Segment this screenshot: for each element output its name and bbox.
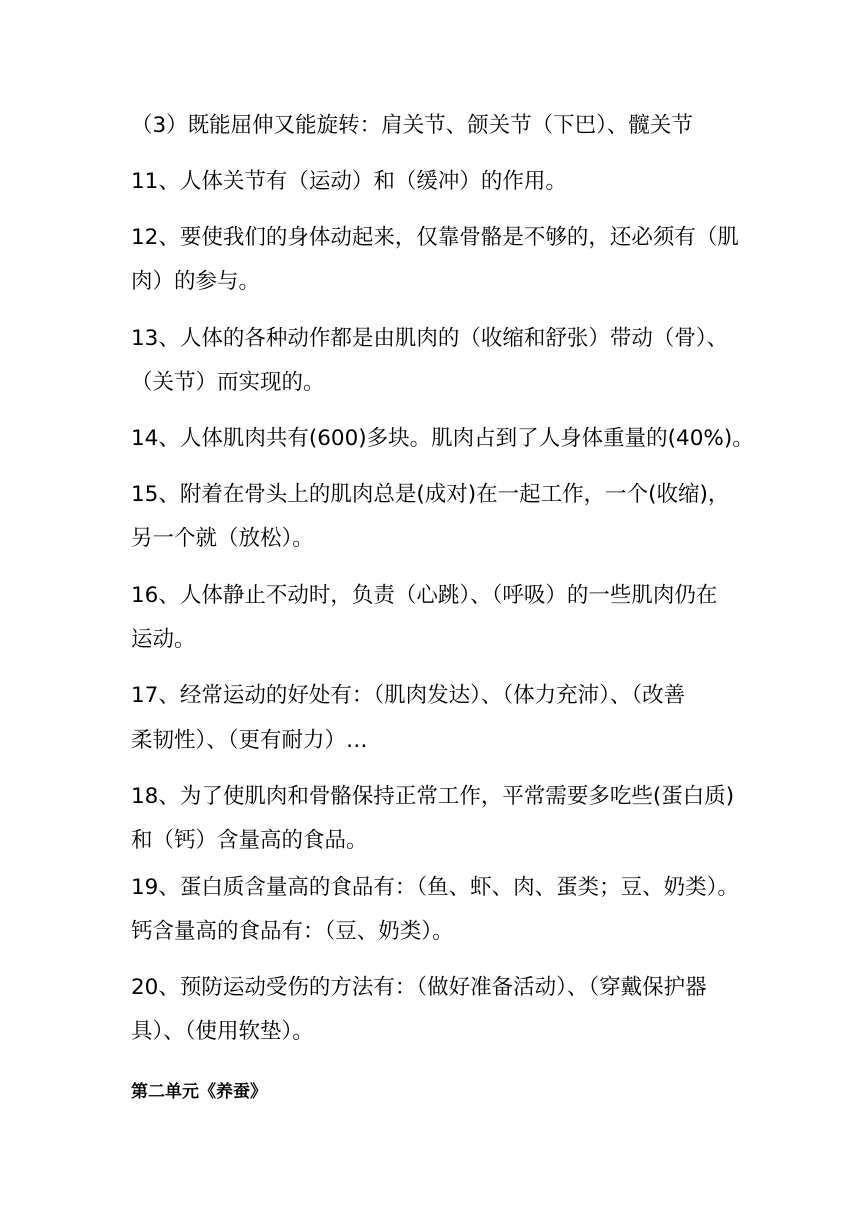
text-line: （关节）而实现的。 [131,370,325,395]
text-line: 20、预防运动受伤的方法有：（做好准备活动）、（穿戴保护器 [131,975,707,1000]
section-heading: 第二单元《养蚕》 [131,1082,267,1102]
text-line: 和（钙）含量高的食品。 [131,828,368,853]
text-line: 运动。 [131,627,196,652]
text-line: 11、人体关节有（运动）和（缓冲）的作用。 [131,169,567,194]
text-line: 13、人体的各种动作都是由肌肉的（收缩和舒张）带动（骨）、 [131,326,729,351]
text-line: 钙含量高的食品有：（豆、奶类）。 [131,919,454,944]
text-line: 18、为了使肌肉和骨骼保持正常工作，平常需要多吃些(蛋白质) [131,784,735,809]
text-line: 15、附着在骨头上的肌肉总是(成对)在一起工作，一个(收缩)， [131,482,730,507]
text-line: 19、蛋白质含量高的食品有：（鱼、虾、肉、蛋类；豆、奶类）。 [131,875,739,900]
text-line: 柔韧性）、（更有耐力）… [131,728,368,753]
text-line: 具）、（使用软垫）。 [131,1019,314,1044]
text-line: 14、人体肌肉共有(600)多块。肌肉占到了人身体重量的(40%)。 [131,426,754,451]
text-line: 17、经常运动的好处有：（肌肉发达）、（体力充沛）、（改善 [131,683,686,708]
text-line: 12、要使我们的身体动起来，仅靠骨骼是不够的，还必须有（肌 [131,225,739,250]
text-line: 另一个就（放松）。 [131,526,314,551]
text-line: 肉）的参与。 [131,269,261,294]
text-line: 16、人体静止不动时，负责（心跳）、（呼吸）的一些肌肉仍在 [131,583,718,608]
text-line: （3）既能屈伸又能旋转：肩关节、颌关节（下巴）、髋关节 [131,113,693,138]
